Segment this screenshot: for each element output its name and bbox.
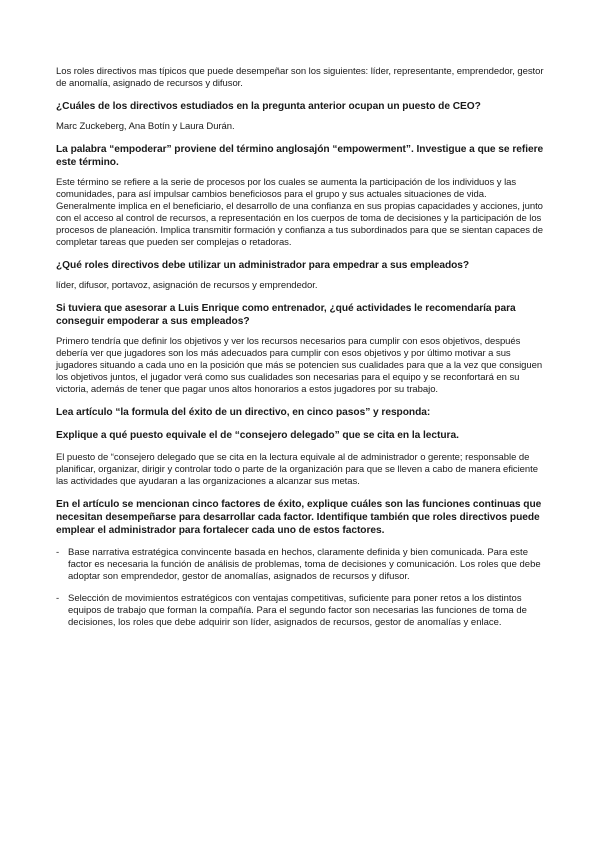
question-roles: ¿Qué roles directivos debe utilizar un administrador para empedrar a sus empleados? [56, 260, 470, 271]
question-empowerment: La palabra “empoderar” proviene del término anglosajón “empowerment”. Investigue a que se refiere este término. [56, 144, 544, 168]
answer-roles: líder, difusor, portavoz, asignación de recursos y emprendedor. [56, 280, 318, 291]
list-item-text: Selección de movimientos estratégicos con ventajas competitivas, suficiente para poner retos a los distintos equipos de trabajo que forman la compañía. Para el segundo factor son necesarias las funciones de toma de decisiones, los roles que debe adquirir son líder, asignados de recursos, gestor de anomalías y enlace. [68, 593, 527, 628]
question-luis-enrique: Si tuviera que asesorar a Luis Enrique como entrenador, ¿qué actividades le recomendaría para conseguir empoderar a sus empleados? [56, 303, 516, 327]
article-instruction: Lea artículo “la formula del éxito de un directivo, en cinco pasos” y responda: [56, 407, 431, 418]
answer-consejero: El puesto de “consejero delegado que se cita en la lectura equivale al de administrador o gerente; responsable de planificar, organizar, dirigir y controlar todo o parte de la organización para que se lleven a cabo de manera eficiente las actividades que ayudaran a las organizaciones a alcanzar sus metas. [56, 452, 538, 487]
answer-empowerment: Este término se refiere a la serie de procesos por los cuales se aumenta la participación de los individuos y las comunidades, para así impulsar cambios beneficiosos para el grupo y sus actuales situaciones de vida. Generalmente implica en el beneficiario, el desarrollo de una confianza en sus propias capacidades y acciones, junto con el acceso al control de recursos, a representación en los cuerpos de toma de decisiones y la participación de los procesos de planeación. Implica transmitir formación y confianza a tus subordinados para que se sientan capaces de completar tareas que pueden ser complejas o retadoras. [56, 177, 543, 248]
dash-bullet: - [56, 547, 60, 558]
question-ceo: ¿Cuáles de los directivos estudiados en la pregunta anterior ocupan un puesto de CEO? [56, 101, 481, 112]
dash-bullet: - [56, 593, 60, 604]
intro-paragraph: Los roles directivos mas típicos que puede desempeñar son los siguientes: líder, representante, emprendedor, gestor de anomalía, asignado de recursos y difusor. [56, 66, 544, 89]
answer-luis-enrique: Primero tendría que definir los objetivos y ver los recursos necesarios para cumplir con esos objetivos, después debería ver que jugadores son los más adecuados para cumplir con esos objetivos y por último motivar a sus jugadores situando a cada uno en la posición que más se potencien sus cualidades para que a la vez que consiguen los objetivos juntos, el jugador verá como sus cualidades son necesarias para el equipo y se reconfortará en su victoria, además de tener que pagar unos altos honorarios a estos jugadores por su trabajo. [56, 336, 543, 395]
question-consejero: Explique a qué puesto equivale el de “consejero delegado” que se cita en la lectura. [56, 430, 459, 441]
list-item-text: Base narrativa estratégica convincente basada en hechos, claramente definida y bien comunicada. Para este factor es necesaria la función de análisis de problemas, toma de decisiones y comunicación. Los roles que debe adoptar son emprendedor, gestor de anomalías, asignados de recursos y difusor. [68, 547, 541, 582]
question-factors: En el artículo se mencionan cinco factores de éxito, explique cuáles son las funciones continuas que necesitan desempeñarse para desarrollar cada factor. Identifique también que roles directivos puede emplear el administrador para fortalecer cada uno de estos factores. [56, 499, 542, 536]
factors-list [56, 547, 546, 629]
list-item [56, 547, 546, 583]
document-page [56, 66, 546, 639]
answer-ceo: Marc Zuckeberg, Ana Botín y Laura Durán. [56, 121, 235, 132]
list-item [56, 593, 546, 629]
